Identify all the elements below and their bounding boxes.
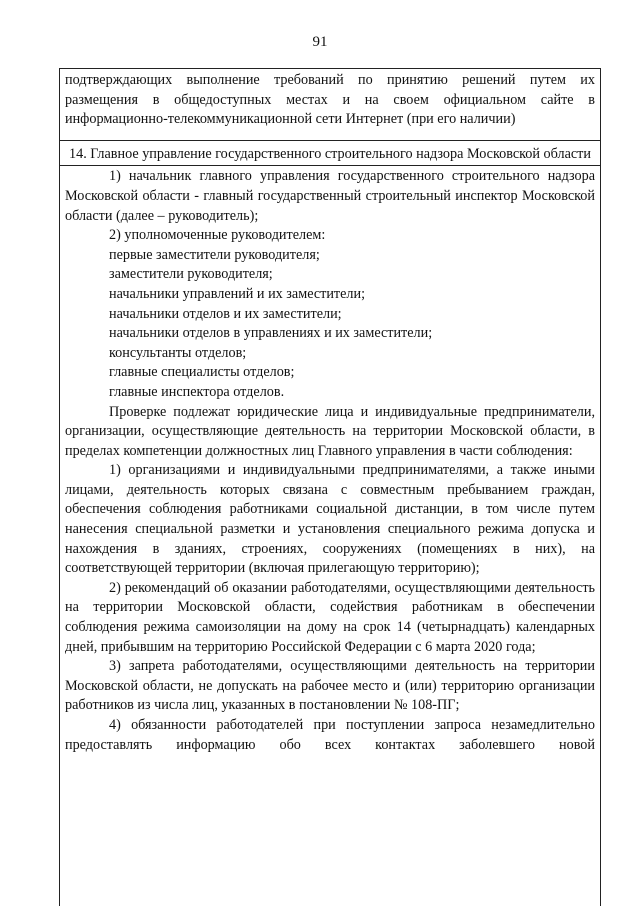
compliance-item: 2) рекомендаций об оказании работодателями, осуществляющими деятельность на территории Московской области, содействия работникам в обеспечении соблюдения режима самоизоляции на дому на срок 14 (четырнадцать) календарных дней, прибывшим на территорию Российской Федерации с 6 марта 2020 года; (65, 579, 595, 655)
document-table (59, 68, 601, 906)
section-header: 14. Главное управление государственного строительного надзора Московской области (69, 145, 591, 162)
authorized-list-item: главные инспектора отделов. (109, 383, 285, 400)
authorized-list-item: начальники отделов в управлениях и их заместители; (109, 325, 433, 342)
inspection-paragraph: Проверке подлежат юридические лица и индивидуальные предприниматели, организации, осуществляющие деятельность на территории Московской области, в пределах компетенции должностных лиц Главного управления в части соблюдения: (65, 403, 595, 459)
authorized-intro: 2) уполномоченные руководителем: (109, 227, 326, 244)
authorized-list-item: консультанты отделов; (109, 344, 247, 361)
page-number: 91 (312, 34, 328, 50)
authorized-list-item: первые заместители руководителя; (109, 246, 320, 263)
section-header-cell (60, 141, 600, 167)
officials-intro: 1) начальник главного управления государственного строительного надзора Московской области - главный государственный строительный инспектор Московской области (далее – руководитель); (65, 168, 595, 224)
authorized-list-item: начальники управлений и их заместители; (109, 285, 366, 302)
authorized-list-item: начальники отделов и их заместители; (109, 305, 342, 322)
top-cell-text: подтверждающих выполнение требований по принятию решений путем их размещения в общедоступных местах и на своем официальном сайте в информационно-телекоммуникационной сети Интернет (при его наличии) (65, 72, 595, 128)
section-body-cell (60, 166, 600, 755)
compliance-item: 1) организациями и индивидуальными предпринимателями, а также иными лицами, деятельность которых связана с совместным пребыванием граждан, обеспечения соблюдения работниками социальной дистанции, в том числе путем нанесения специальной разметки и установления специального режима допуска и нахождения в зданиях, строениях, сооружениях (помещениях в них), на соответствующей территории (включая прилегающую территорию); (65, 462, 595, 577)
authorized-list-item: заместители руководителя; (109, 266, 273, 283)
authorized-list-item: главные специалисты отделов; (109, 364, 295, 381)
compliance-item: 4) обязанности работодателей при поступлении запроса незамедлительно предоставлять информацию обо всех контактах заболевшего новой (65, 717, 595, 753)
top-cell (60, 69, 600, 141)
compliance-item: 3) запрета работодателями, осуществляющими деятельность на территории Московской области, не допускать на рабочее место и (или) территорию организации работников из числа лиц, указанных в постановлении № 108-ПГ; (65, 658, 595, 714)
